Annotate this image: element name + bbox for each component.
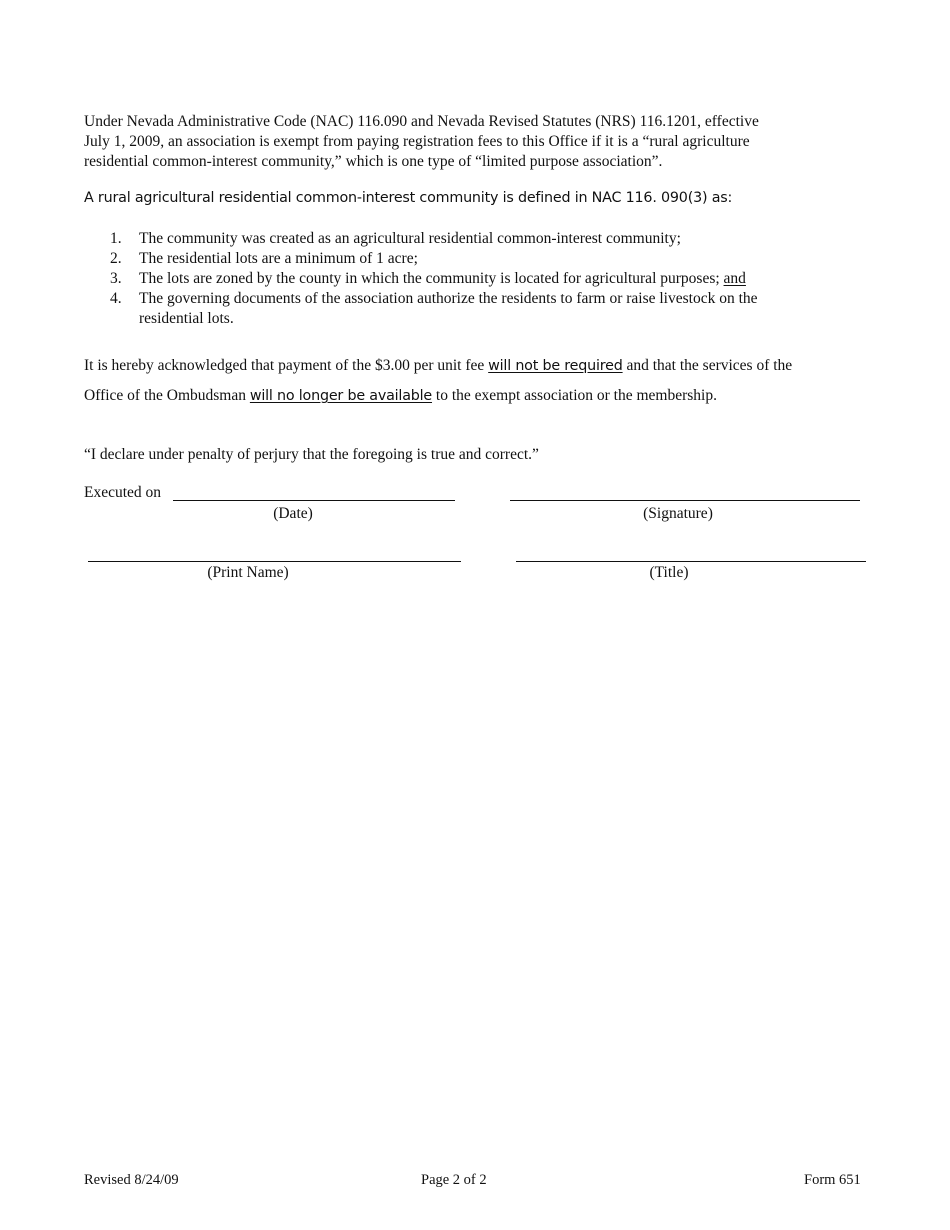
ack-text: and that the services of the	[626, 357, 793, 374]
footer-revised-date: Revised 8/24/09	[84, 1172, 179, 1188]
criteria-number: 2.	[110, 250, 122, 267]
criteria-text: The lots are zoned by the county in which the community is located for agricultural purposes;	[139, 270, 720, 287]
date-caption: (Date)	[273, 505, 313, 522]
ack-emphasis-no-longer-available: will no longer be available	[249, 388, 433, 404]
footer-form-number: Form 651	[804, 1172, 861, 1188]
executed-on-label: Executed on	[84, 484, 162, 501]
criteria-item-2	[110, 249, 870, 269]
ack-text: Office of the Ombudsman	[84, 387, 246, 404]
criteria-text: The governing documents of the association authorize the residents to farm or raise livestock on the	[139, 290, 758, 307]
criteria-text: The community was created as an agricultural residential common-interest community;	[139, 230, 681, 247]
definition-heading: A rural agricultural residential common-interest community is defined in NAC 116. 090(3) as:	[84, 190, 733, 206]
signature-line[interactable]	[510, 500, 860, 501]
intro-paragraph	[84, 112, 864, 172]
intro-line-1: Under Nevada Administrative Code (NAC) 116.090 and Nevada Revised Statutes (NRS) 116.1201, effective	[84, 113, 759, 130]
perjury-declaration: “I declare under penalty of perjury that the foregoing is true and correct.”	[84, 446, 539, 463]
criteria-item-1	[110, 229, 870, 249]
footer-page-number: Page 2 of 2	[421, 1172, 487, 1188]
ack-emphasis-not-required: will not be required	[488, 358, 623, 374]
criteria-conjunction: and	[723, 270, 746, 287]
intro-line-2: July 1, 2009, an association is exempt from paying registration fees to this Office if it is a “rural agriculture	[84, 133, 750, 150]
title-line[interactable]	[516, 561, 866, 562]
criteria-item-3	[110, 269, 870, 289]
signature-caption: (Signature)	[643, 505, 713, 522]
print-name-caption: (Print Name)	[207, 564, 289, 581]
ack-text: It is hereby acknowledged that payment of the $3.00 per unit fee	[84, 357, 485, 374]
print-name-line[interactable]	[88, 561, 461, 562]
criteria-list	[110, 229, 870, 329]
acknowledgment-line-1	[84, 357, 874, 375]
criteria-number: 3.	[110, 270, 122, 287]
criteria-text: The residential lots are a minimum of 1 acre;	[139, 250, 418, 267]
title-caption: (Title)	[649, 564, 689, 581]
intro-line-3: residential common-interest community,” which is one type of “limited purpose association”.	[84, 153, 663, 170]
criteria-item-4	[110, 289, 870, 329]
criteria-number: 1.	[110, 230, 122, 247]
criteria-number: 4.	[110, 290, 122, 307]
ack-text: to the exempt association or the membership.	[435, 387, 717, 404]
criteria-text-continued: residential lots.	[139, 310, 234, 327]
acknowledgment-line-2	[84, 387, 874, 405]
date-line[interactable]	[173, 500, 455, 501]
